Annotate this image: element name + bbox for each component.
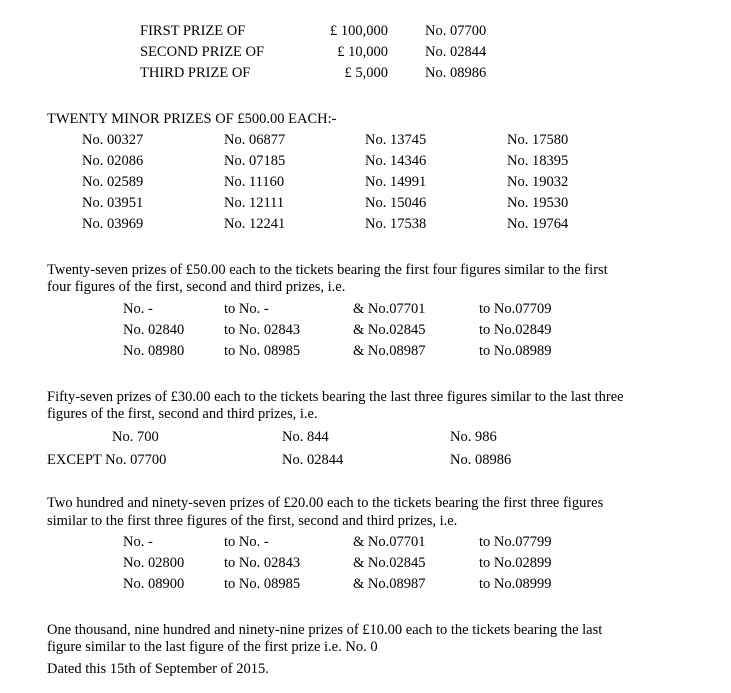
minor-number: No. 18395 xyxy=(507,153,569,169)
range-end: to No.08999 xyxy=(479,576,552,592)
minor-prizes-heading: TWENTY MINOR PRIZES OF £500.00 EACH:- xyxy=(47,111,337,127)
first-prize-number: No. 07700 xyxy=(425,23,487,39)
minor-number: No. 12241 xyxy=(224,216,286,232)
range-and: & No.07701 xyxy=(353,534,426,550)
minor-number: No. 17538 xyxy=(365,216,427,232)
minor-number: No. 14991 xyxy=(365,174,427,190)
minor-number: No. 11160 xyxy=(224,174,285,190)
except-number: No. 02844 xyxy=(282,452,344,468)
range-to: to No. - xyxy=(224,301,269,317)
range-to: to No. 08985 xyxy=(224,576,301,592)
range-to: to No. 02843 xyxy=(224,322,301,338)
thirty-prizes-line2: figures of the first, second and third prizes, i.e. xyxy=(47,406,318,422)
range-end: to No.08989 xyxy=(479,343,552,359)
ten-prizes-line2: figure similar to the last figure of the first prize i.e. No. 0 xyxy=(47,639,378,655)
minor-number: No. 02589 xyxy=(82,174,144,190)
third-prize-number: No. 08986 xyxy=(425,65,487,81)
minor-number: No. 03969 xyxy=(82,216,144,232)
second-prize-number: No. 02844 xyxy=(425,44,487,60)
minor-number: No. 17580 xyxy=(507,132,569,148)
range-end: to No.02849 xyxy=(479,322,552,338)
minor-number: No. 15046 xyxy=(365,195,427,211)
minor-number: No. 03951 xyxy=(82,195,144,211)
fifty-prizes-line2: four figures of the first, second and third prizes, i.e. xyxy=(47,279,346,295)
range-start: No. 08900 xyxy=(123,576,185,592)
range-end: to No.07709 xyxy=(479,301,552,317)
minor-number: No. 02086 xyxy=(82,153,144,169)
first-prize-label: FIRST PRIZE OF xyxy=(140,23,246,39)
last-three-number: No. 700 xyxy=(112,429,159,445)
range-start: No. 02840 xyxy=(123,322,185,338)
minor-number: No. 12111 xyxy=(224,195,285,211)
twenty-prizes-line2: similar to the first three figures of the first, second and third prizes, i.e. xyxy=(47,513,458,529)
range-and: & No.08987 xyxy=(353,343,426,359)
minor-number: No. 19032 xyxy=(507,174,569,190)
minor-number: No. 19530 xyxy=(507,195,569,211)
last-three-number: No. 844 xyxy=(282,429,329,445)
minor-number: No. 13745 xyxy=(365,132,427,148)
ten-prizes-line1: One thousand, nine hundred and ninety-nine prizes of £10.00 each to the tickets bearing the last xyxy=(47,622,603,638)
except-number: EXCEPT No. 07700 xyxy=(47,452,167,468)
range-and: & No.07701 xyxy=(353,301,426,317)
third-prize-label: THIRD PRIZE OF xyxy=(140,65,251,81)
minor-number: No. 06877 xyxy=(224,132,286,148)
second-prize-amount: £ 10,000 xyxy=(337,44,388,60)
second-prize-label: SECOND PRIZE OF xyxy=(140,44,265,60)
range-end: to No.07799 xyxy=(479,534,552,550)
minor-number: No. 19764 xyxy=(507,216,569,232)
last-three-number: No. 986 xyxy=(450,429,497,445)
minor-number: No. 07185 xyxy=(224,153,286,169)
range-to: to No. - xyxy=(224,534,269,550)
twenty-prizes-line1: Two hundred and ninety-seven prizes of £20.00 each to the tickets bearing the first three figures xyxy=(47,495,604,511)
third-prize-amount: £ 5,000 xyxy=(344,65,388,81)
range-to: to No. 02843 xyxy=(224,555,301,571)
range-and: & No.02845 xyxy=(353,322,426,338)
range-and: & No.08987 xyxy=(353,576,426,592)
range-start: No. 02800 xyxy=(123,555,185,571)
range-start: No. - xyxy=(123,534,153,550)
range-and: & No.02845 xyxy=(353,555,426,571)
range-start: No. - xyxy=(123,301,153,317)
minor-number: No. 00327 xyxy=(82,132,144,148)
range-end: to No.02899 xyxy=(479,555,552,571)
thirty-prizes-line1: Fifty-seven prizes of £30.00 each to the tickets bearing the last three figures similar to the last three xyxy=(47,389,624,405)
fifty-prizes-line1: Twenty-seven prizes of £50.00 each to the tickets bearing the first four figures similar to the first xyxy=(47,262,608,278)
range-to: to No. 08985 xyxy=(224,343,301,359)
except-number: No. 08986 xyxy=(450,452,512,468)
first-prize-amount: £ 100,000 xyxy=(330,23,388,39)
dated-line: Dated this 15th of September of 2015. xyxy=(47,661,269,677)
minor-number: No. 14346 xyxy=(365,153,427,169)
range-start: No. 08980 xyxy=(123,343,185,359)
